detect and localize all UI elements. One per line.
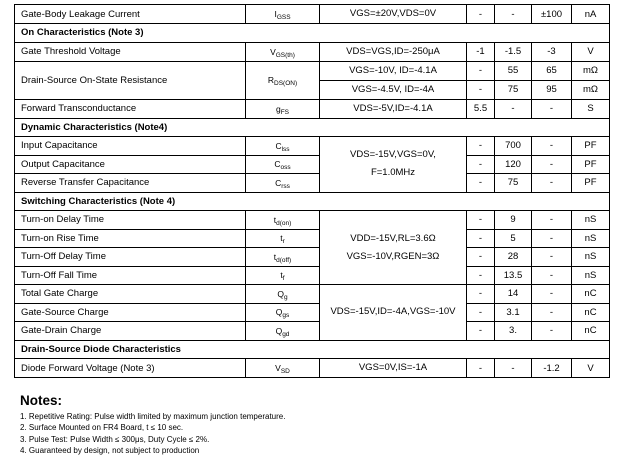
section-title: Switching Characteristics (Note 4)	[15, 192, 610, 211]
min-value: -	[467, 285, 495, 304]
unit: nS	[572, 229, 610, 248]
min-value: -	[467, 266, 495, 285]
table-row	[15, 266, 610, 285]
test-condition: VGS=0V,IS=-1A	[320, 359, 467, 378]
symbol: $t_{d(off)}$	[246, 248, 320, 267]
table-row	[15, 5, 610, 24]
min-value: -	[467, 137, 495, 156]
table-row	[15, 303, 610, 322]
unit: nS	[572, 211, 610, 230]
min-value: -	[467, 359, 495, 378]
typ-value: -1.5	[495, 42, 532, 61]
max-value: -	[532, 137, 572, 156]
parameter-name: Diode Forward Voltage (Note 3)	[15, 359, 246, 378]
symbol: $C_{oss}$	[246, 155, 320, 174]
typ-value: 55	[495, 61, 532, 80]
typ-value: 14	[495, 285, 532, 304]
typ-value: 700	[495, 137, 532, 156]
symbol: $V_{SD}$	[246, 359, 320, 378]
typ-value: 9	[495, 211, 532, 230]
symbol: $t_r$	[246, 229, 320, 248]
table-row	[15, 155, 610, 174]
typ-value: -	[495, 359, 532, 378]
max-value: -	[532, 322, 572, 341]
max-value: ±100	[532, 5, 572, 24]
note-item: 2. Surface Mounted on FR4 Board, t ≤ 10 sec.	[20, 423, 184, 433]
parameter-name: Turn-on Rise Time	[15, 229, 246, 248]
parameter-name: Gate Threshold Voltage	[15, 42, 246, 61]
note-item: 1. Repetitive Rating: Pulse width limited by maximum junction temperature.	[20, 412, 286, 421]
min-value: -	[467, 303, 495, 322]
parameter-name: Gate-Drain Charge	[15, 322, 246, 341]
typ-value: -	[495, 99, 532, 118]
parameter-name: Input Capacitance	[15, 137, 246, 156]
section-title: On Characteristics (Note 3)	[15, 24, 610, 43]
min-value: -	[467, 229, 495, 248]
unit: S	[572, 99, 610, 118]
section-row	[15, 192, 610, 211]
table-row	[15, 285, 610, 304]
table-row	[15, 322, 610, 341]
unit: PF	[572, 155, 610, 174]
min-value: -1	[467, 42, 495, 61]
typ-value: 3.	[495, 322, 532, 341]
parameter-name: Turn-Off Delay Time	[15, 248, 246, 267]
section-title: Dynamic Characteristics (Note4)	[15, 118, 610, 137]
min-value: -	[467, 155, 495, 174]
max-value: -	[532, 266, 572, 285]
test-condition: VGS=-10V, ID=-4.1A	[320, 61, 467, 80]
table-row	[15, 42, 610, 61]
condition-line: VDS=-15V,VGS=0V,	[350, 149, 436, 161]
test-condition: VDS=VGS,ID=-250μA	[320, 42, 467, 61]
typ-value: 75	[495, 80, 532, 99]
max-value: -	[532, 229, 572, 248]
unit: mΩ	[572, 80, 610, 99]
unit: nC	[572, 285, 610, 304]
min-value: -	[467, 322, 495, 341]
unit: mΩ	[572, 61, 610, 80]
parameter-name: Gate-Source Charge	[15, 303, 246, 322]
note-item: 3. Pulse Test: Pulse Width ≤ 300μs, Duty Cycle ≤ 2%.	[20, 434, 210, 444]
typ-value: 3.1	[495, 303, 532, 322]
symbol: $V_{GS(th)}$	[246, 42, 320, 61]
parameter-name: Total Gate Charge	[15, 285, 246, 304]
unit: nC	[572, 322, 610, 341]
symbol: $I_{GSS}$	[246, 5, 320, 24]
typ-value: -	[495, 5, 532, 24]
min-value: -	[467, 174, 495, 193]
condition-line: VGS=-10V,RGEN=3Ω	[346, 250, 440, 262]
unit: PF	[572, 137, 610, 156]
parameter-name: Reverse Transfer Capacitance	[15, 174, 246, 193]
symbol: $Q_{gs}$	[246, 303, 320, 322]
symbol: $t_f$	[246, 266, 320, 285]
section-row	[15, 24, 610, 43]
table-row	[15, 137, 610, 156]
min-value: -	[467, 61, 495, 80]
max-value: -3	[532, 42, 572, 61]
unit: nS	[572, 266, 610, 285]
symbol: $g_{FS}$	[246, 99, 320, 118]
section-row	[15, 118, 610, 137]
section-row	[15, 340, 610, 359]
max-value: 65	[532, 61, 572, 80]
max-value: -	[532, 174, 572, 193]
parameter-name: Gate-Body Leakage Current	[15, 5, 246, 24]
table-row	[15, 174, 610, 193]
symbol: $R_{DS(ON)}$	[246, 61, 320, 99]
parameter-name: Drain-Source On-State Resistance	[15, 61, 246, 99]
table-row	[15, 61, 610, 80]
unit: nC	[572, 303, 610, 322]
symbol: $Q_g$	[246, 285, 320, 304]
typ-value: 28	[495, 248, 532, 267]
table-row	[15, 248, 610, 267]
condition-line: VDD=-15V,RL=3.6Ω	[350, 232, 436, 244]
condition-line: F=1.0MHz	[370, 167, 416, 179]
min-value: -	[467, 211, 495, 230]
table-row	[15, 99, 610, 118]
test-condition: VGS=±20V,VDS=0V	[320, 5, 467, 24]
max-value: -	[532, 248, 572, 267]
max-value: -	[532, 155, 572, 174]
unit: V	[572, 359, 610, 378]
max-value: -	[532, 99, 572, 118]
test-condition: VGS=-4.5V, ID=-4A	[320, 80, 467, 99]
test-condition: VDS=-5V,ID=-4.1A	[320, 99, 467, 118]
symbol: $C_{rss}$	[246, 174, 320, 193]
notes-title: Notes:	[20, 393, 63, 408]
max-value: -	[532, 303, 572, 322]
test-condition: VDS=-15V,ID=-4A,VGS=-10V	[320, 285, 467, 341]
max-value: 95	[532, 80, 572, 99]
typ-value: 120	[495, 155, 532, 174]
max-value: -1.2	[532, 359, 572, 378]
symbol: $Q_{gd}$	[246, 322, 320, 341]
min-value: -	[467, 248, 495, 267]
max-value: -	[532, 285, 572, 304]
unit: PF	[572, 174, 610, 193]
note-item: 4. Guaranteed by design, not subject to production	[20, 445, 200, 455]
test-condition	[320, 211, 467, 285]
section-title: Drain-Source Diode Characteristics	[15, 340, 610, 359]
symbol: $C_{lss}$	[246, 137, 320, 156]
unit: V	[572, 42, 610, 61]
parameter-name: Output Capacitance	[15, 155, 246, 174]
electrical-characteristics-table	[14, 4, 610, 378]
min-value: -	[467, 5, 495, 24]
parameter-name: Turn-Off Fall Time	[15, 266, 246, 285]
min-value: -	[467, 80, 495, 99]
table-row	[15, 211, 610, 230]
table-row	[15, 359, 610, 378]
unit: nA	[572, 5, 610, 24]
table-row	[15, 229, 610, 248]
parameter-name: Turn-on Delay Time	[15, 211, 246, 230]
typ-value: 13.5	[495, 266, 532, 285]
typ-value: 75	[495, 174, 532, 193]
symbol: $t_{d(on)}$	[246, 211, 320, 230]
notes-section	[20, 393, 285, 456]
parameter-name: Forward Transconductance	[15, 99, 246, 118]
typ-value: 5	[495, 229, 532, 248]
test-condition	[320, 137, 467, 193]
max-value: -	[532, 211, 572, 230]
unit: nS	[572, 248, 610, 267]
min-value: 5.5	[467, 99, 495, 118]
